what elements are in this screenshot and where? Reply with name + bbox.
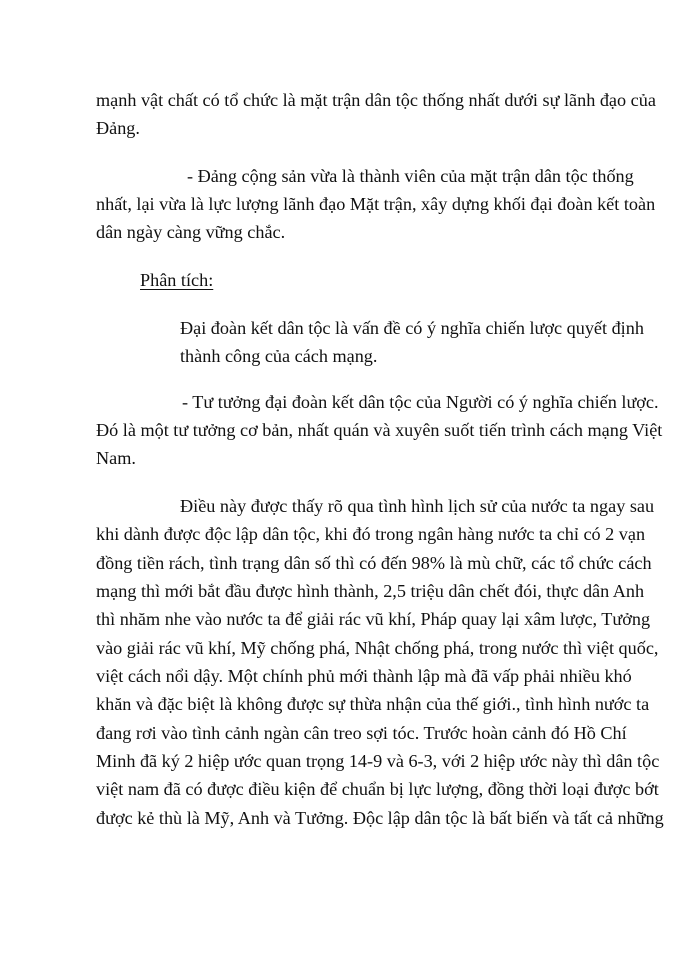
text-line: Nam. (96, 448, 136, 468)
text-line: thì nhăm nhe vào nước ta để giải rác vũ khí, Pháp quay lại xâm lược, Tưởng (96, 609, 651, 629)
text-line: Đại đoàn kết dân tộc là vấn đề có ý nghĩa chiến lược quyết định (180, 318, 644, 338)
text-line: Đó là một tư tưởng cơ bản, nhất quán và xuyên suốt tiến trình cách mạng Việt (96, 420, 663, 440)
text-line: mạnh vật chất có tổ chức là mặt trận dân tộc thống nhất dưới sự lãnh đạo của (96, 90, 656, 110)
text-line: Minh đã ký 2 hiệp ước quan trọng 14-9 và 6-3, với 2 hiệp ước này thì dân tộc (96, 751, 660, 771)
text-line: Điều này được thấy rõ qua tình hình lịch sử của nước ta ngay sau (180, 496, 655, 516)
text-line: vào giải rác vũ khí, Mỹ chống phá, Nhật chống phá, trong nước thì việt quốc, (96, 638, 659, 658)
text-line: được kẻ thù là Mỹ, Anh và Tưởng. Độc lập dân tộc là bất biến và tất cả những (96, 808, 664, 828)
text-line: thành công của cách mạng. (180, 346, 378, 366)
text-line: - Tư tưởng đại đoàn kết dân tộc của Người có ý nghĩa chiến lược. (182, 392, 659, 412)
text-line: đồng tiền rách, tình trạng dân số thì có đến 98% là mù chữ, các tổ chức cách (96, 553, 652, 573)
text-line: mạng thì mới bắt đầu được hình thành, 2,5 triệu dân chết đói, thực dân Anh (96, 581, 645, 601)
text-line: việt nam đã có được điều kiện để chuẩn bị lực lượng, đồng thời loại được bớt (96, 779, 659, 799)
text-line: khi dành được độc lập dân tộc, khi đó trong ngân hàng nước ta chỉ có 2 vạn (96, 524, 646, 544)
text-line: nhất, lại vừa là lực lượng lãnh đạo Mặt trận, xây dựng khối đại đoàn kết toàn (96, 194, 656, 214)
text-line: đang rơi vào tình cảnh ngàn cân treo sợi tóc. Trước hoàn cảnh đó Hồ Chí (96, 723, 627, 743)
text-line: - Đảng cộng sản vừa là thành viên của mặt trận dân tộc thống (187, 166, 634, 186)
text-line: Đảng. (96, 118, 140, 138)
text-line: dân ngày càng vững chắc. (96, 222, 286, 242)
text-line: việt cách nổi dậy. Một chính phủ mới thành lập mà đã vấp phải nhiều khó (96, 666, 632, 686)
text-line: khăn và đặc biệt là không được sự thừa nhận của thế giới., tình hình nước ta (96, 694, 650, 714)
section-heading: Phân tích: (140, 270, 214, 290)
